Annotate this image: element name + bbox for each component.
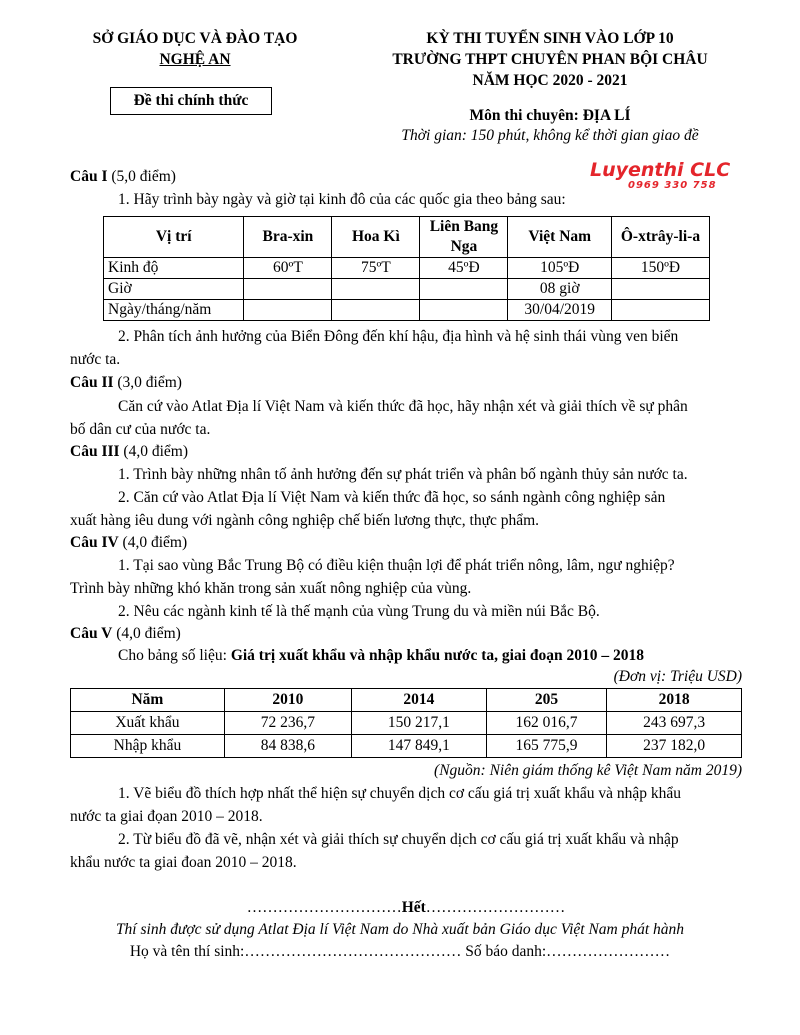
table-cell: 60ºT — [244, 258, 332, 279]
end-dots-left: ………………………… — [246, 899, 402, 916]
exam-time: Thời gian: 150 phút, không kể thời gian giao đề — [401, 127, 699, 144]
end-dots-right: ……………………… — [425, 899, 566, 916]
table-header-cell: Bra-xin — [244, 217, 332, 258]
table-header-cell: Ô-xtrây-li-a — [611, 217, 709, 258]
question-3-points: (4,0 điểm) — [123, 443, 188, 460]
candidate-id-label: Số báo danh: — [461, 943, 547, 960]
table-cell: 30/04/2019 — [508, 300, 612, 321]
table-cell — [332, 300, 420, 321]
table-row — [71, 735, 742, 758]
timezone-table — [103, 216, 710, 321]
table-cell: Xuất khẩu — [71, 712, 225, 735]
table-cell: Ngày/tháng/năm — [104, 300, 244, 321]
question-3-item2-line2: xuất hàng iêu dung với ngành công nghiệp chế biến lương thực, thực phẩm. — [70, 512, 540, 529]
trade-table — [70, 688, 742, 758]
table-cell: 105ºĐ — [508, 258, 612, 279]
table-cell: 165 775,9 — [486, 735, 606, 758]
question-3-title: Câu III — [70, 443, 120, 460]
question-4-points: (4,0 điểm) — [122, 534, 188, 551]
candidate-name-dots: …………………………………… — [244, 943, 462, 960]
table-cell: 147 849,1 — [351, 735, 486, 758]
question-5-table-title: Giá trị xuất khẩu và nhập khẩu nước ta, giai đoạn 2010 – 2018 — [230, 647, 645, 664]
table-header-cell: Liên Bang Nga — [420, 217, 508, 258]
question-3-item2-line1: 2. Căn cứ vào Atlat Địa lí Việt Nam và kiến thức đã học, so sánh ngành công nghiệp sản — [118, 489, 666, 506]
question-5-item2-line2: khẩu nước ta giai đoan 2010 – 2018. — [70, 854, 297, 871]
question-5-intro-text: Cho bảng số liệu: — [118, 647, 231, 664]
question-5-title: Câu V — [70, 625, 113, 642]
table-row — [104, 300, 710, 321]
question-2-text-line2: bố dân cư của nước ta. — [70, 421, 211, 438]
question-1-points: (5,0 điểm) — [111, 168, 176, 185]
question-1-item2-line2: nước ta. — [70, 351, 121, 368]
table-cell — [332, 279, 420, 300]
subject-block — [330, 106, 770, 146]
table-cell: Giờ — [104, 279, 244, 300]
table-cell: 243 697,3 — [607, 712, 742, 735]
watermark-phone: 0969 330 758 — [628, 180, 717, 191]
candidate-name-label: Họ và tên thí sinh: — [129, 943, 245, 960]
table-header-cell: Năm — [71, 689, 225, 712]
table-cell: Nhập khẩu — [71, 735, 225, 758]
table-header-cell: 2014 — [351, 689, 486, 712]
department-header — [60, 28, 330, 70]
question-4-item1-line1: 1. Tại sao vùng Bắc Trung Bộ có điều kiện thuận lợi để phát triển nông, lâm, ngư nghiệp? — [118, 557, 675, 574]
question-5-item1-line1: 1. Vẽ biểu đồ thích hợp nhất thể hiện sự chuyển dịch cơ cấu giá trị xuất khẩu và nhập khẩu — [118, 785, 681, 802]
question-5-points: (4,0 điểm) — [116, 625, 181, 642]
table-header-row — [71, 689, 742, 712]
table-cell: 162 016,7 — [486, 712, 606, 735]
question-1-heading — [70, 166, 742, 188]
question-4-heading — [70, 532, 742, 554]
table-header-row — [104, 217, 710, 258]
table-cell: 45ºĐ — [420, 258, 508, 279]
table-header-cell: 205 — [486, 689, 606, 712]
question-5-item1-line2: nước ta giai đọan 2010 – 2018. — [70, 808, 263, 825]
table-cell — [420, 279, 508, 300]
table-row — [104, 279, 710, 300]
exam-line2: TRƯỜNG THPT CHUYÊN PHAN BỘI CHÂU — [392, 51, 708, 68]
question-1-item2-line1: 2. Phân tích ảnh hưởng của Biển Đông đến khí hậu, địa hình và hệ sinh thái vùng ven biển — [118, 328, 679, 345]
table-header-cell: Vị trí — [104, 217, 244, 258]
table-cell: 72 236,7 — [224, 712, 351, 735]
table-cell: 150ºĐ — [611, 258, 709, 279]
table-row — [71, 712, 742, 735]
question-4-item1-line2: Trình bày những khó khăn trong sản xuất nông nghiệp của vùng. — [70, 580, 472, 597]
table-cell: 84 838,6 — [224, 735, 351, 758]
watermark-brand: Luyenthi CLC — [590, 159, 731, 181]
question-5-item2-line1: 2. Từ biểu đồ đã vẽ, nhận xét và giải thích sự chuyển dịch cơ cấu giá trị xuất khẩu và nhập — [118, 831, 679, 848]
question-1-title: Câu I — [70, 168, 108, 185]
table-cell: 150 217,1 — [351, 712, 486, 735]
table-cell — [611, 300, 709, 321]
candidate-id-dots: …………………… — [546, 943, 671, 960]
question-4-title: Câu IV — [70, 534, 119, 551]
question-3-item1: 1. Trình bày những nhân tố ảnh hưởng đến sự phát triển và phân bố ngành thủy sản nước ta. — [118, 466, 688, 483]
table-cell: 237 182,0 — [607, 735, 742, 758]
table-cell: Kinh độ — [104, 258, 244, 279]
table-row — [104, 258, 710, 279]
atlas-note: Thí sinh được sử dụng Atlat Địa lí Việt Nam do Nhà xuất bản Giáo dục Việt Nam phát hành — [115, 921, 685, 938]
table-source: (Nguồn: Niên giám thống kê Việt Nam năm 2019) — [434, 762, 742, 779]
end-marker — [70, 897, 742, 919]
table-unit: (Đơn vị: Triệu USD) — [613, 668, 742, 685]
exam-line3: NĂM HỌC 2020 - 2021 — [472, 72, 628, 89]
question-4-item2: 2. Nêu các ngành kinh tế là thế mạnh của vùng Trung du và miền núi Bắc Bộ. — [118, 603, 600, 620]
table-cell — [244, 300, 332, 321]
question-1-item1: 1. Hãy trình bày ngày và giờ tại kinh đô của các quốc gia theo bảng sau: — [118, 191, 566, 208]
question-3-heading — [70, 441, 742, 463]
subject-title: Môn thi chuyên: ĐỊA LÍ — [469, 107, 631, 124]
table-cell — [611, 279, 709, 300]
table-cell: 08 giờ — [508, 279, 612, 300]
question-5-intro — [70, 645, 742, 667]
question-5-heading — [70, 623, 742, 645]
question-2-title: Câu II — [70, 374, 114, 391]
question-2-text-line1: Căn cứ vào Atlat Địa lí Việt Nam và kiến thức đã học, hãy nhận xét và giải thích về sự phân — [118, 398, 688, 415]
table-header-cell: Hoa Kì — [332, 217, 420, 258]
exam-header — [330, 28, 770, 91]
table-cell — [244, 279, 332, 300]
question-2-heading — [70, 372, 742, 394]
exam-line1: KỲ THI TUYỂN SINH VÀO LỚP 10 — [426, 30, 674, 47]
question-2-points: (3,0 điểm) — [117, 374, 182, 391]
table-cell — [420, 300, 508, 321]
department-line1: SỞ GIÁO DỤC VÀ ĐÀO TẠO — [92, 30, 298, 47]
end-word: Hết — [401, 899, 426, 916]
official-exam-box: Đề thi chính thức — [110, 87, 272, 115]
table-cell: 75ºT — [332, 258, 420, 279]
table-header-cell: 2010 — [224, 689, 351, 712]
table-header-cell: 2018 — [607, 689, 742, 712]
department-line2: NGHỆ AN — [159, 51, 231, 68]
table-header-cell: Việt Nam — [508, 217, 612, 258]
candidate-info — [40, 941, 760, 963]
